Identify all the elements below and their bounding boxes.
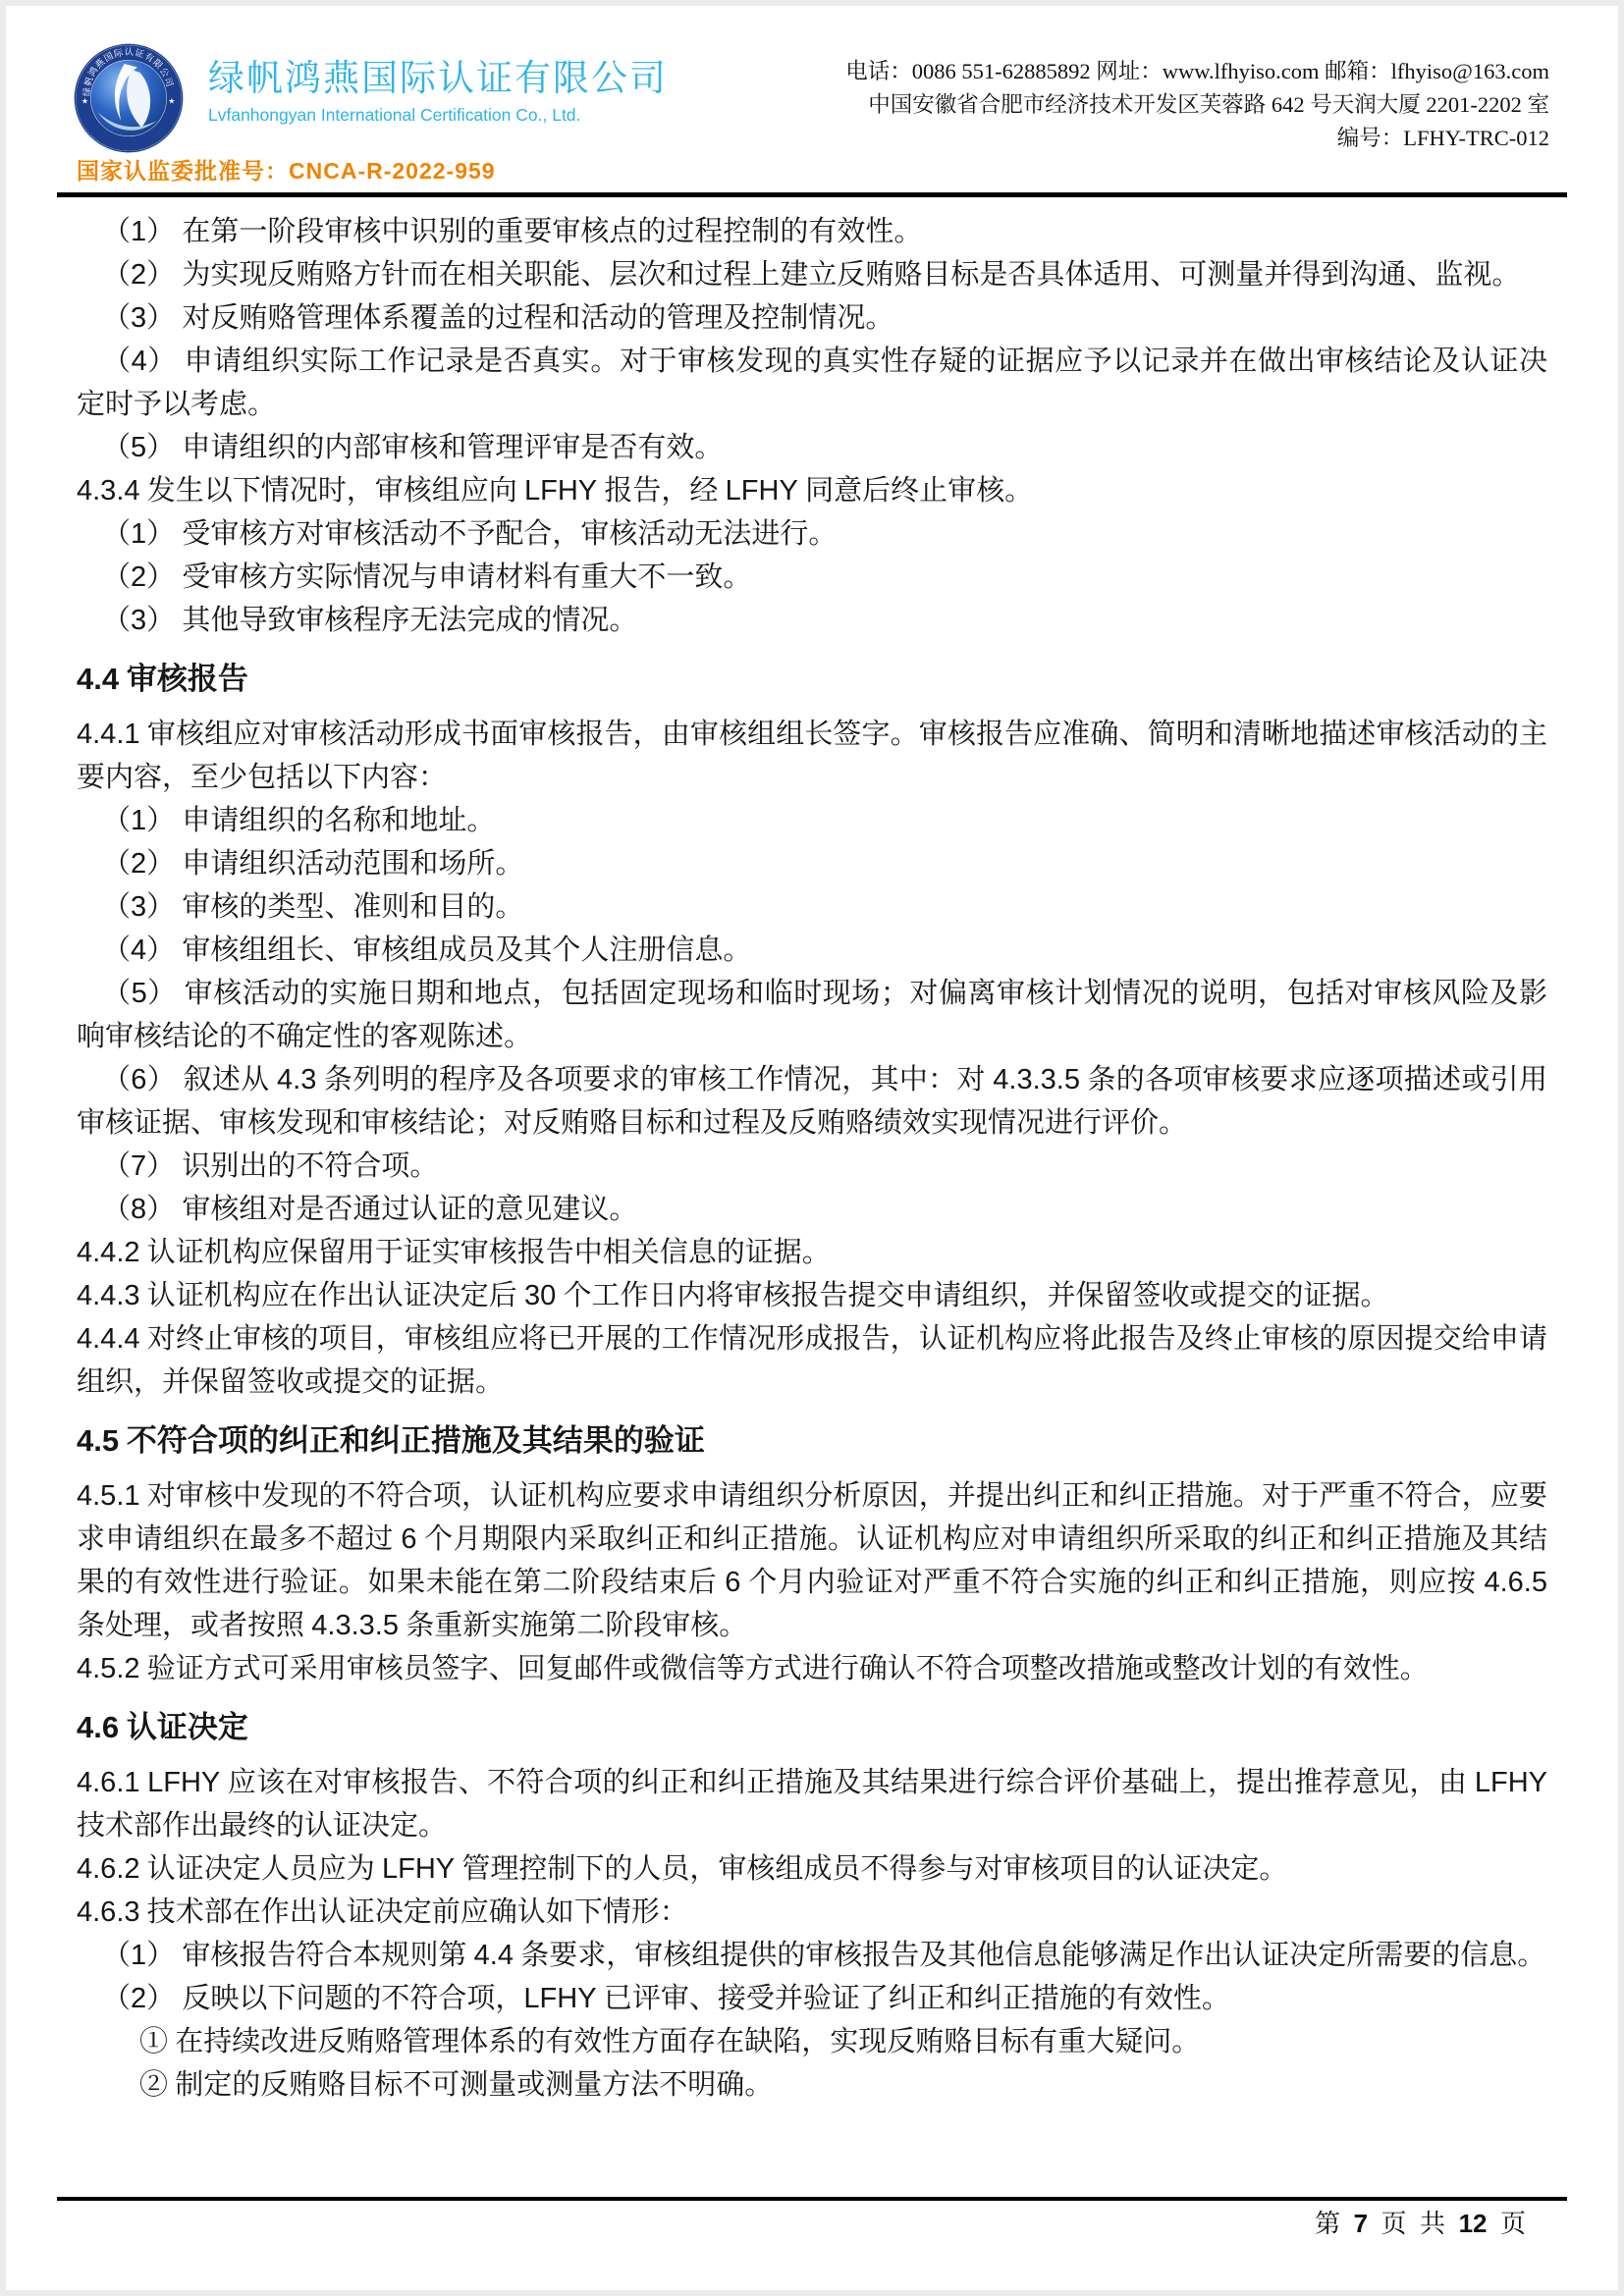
paragraph: 4.4.4 对终止审核的项目，审核组应将已开展的工作情况形成报告，认证机构应将此报告及终止审核的原因提交给申请组织，并保留签收或提交的证据。 bbox=[77, 1323, 1547, 1398]
paragraph: （3） 审核的类型、准则和目的。 bbox=[102, 891, 524, 923]
paragraph: （4） 审核组组长、审核组成员及其个人注册信息。 bbox=[102, 934, 752, 966]
company-logo-icon bbox=[74, 43, 184, 153]
paragraph: 4.4.3 认证机构应在作出认证决定后 30 个工作日内将审核报告提交申请组织，并保留签收或提交的证据。 bbox=[77, 1280, 1389, 1311]
logo-ring-text: 绿帆鸿燕国际认证有限公司 bbox=[81, 46, 176, 97]
paragraph: （3） 其他导致审核程序无法完成的情况。 bbox=[102, 605, 638, 636]
section-heading: 4.5 不符合项的纠正和纠正措施及其结果的验证 bbox=[77, 1423, 705, 1458]
company-name-en: Lvfanhongyan International Certification Co., Ltd. bbox=[208, 105, 581, 125]
paragraph: 4.4.1 审核组应对审核活动形成书面审核报告，由审核组组长签字。审核报告应准确、简明和清晰地描述审核活动的主要内容，至少包括以下内容： bbox=[77, 719, 1547, 793]
paragraph: ② 制定的反贿赂目标不可测量或测量方法不明确。 bbox=[139, 2069, 774, 2101]
footer-divider bbox=[57, 2197, 1567, 2201]
paragraph: （4） 申请组织实际工作记录是否真实。对于审核发现的真实性存疑的证据应予以记录并在做出审核结论及认证决定时予以考虑。 bbox=[77, 346, 1547, 420]
address-line: 中国安徽省合肥市经济技术开发区芙蓉路 642 号天润大厦 2201-2202 室 bbox=[868, 92, 1549, 117]
approval-number-line bbox=[77, 153, 496, 186]
contact-line: 电话：0086 551-62885892 网址：www.lfhyiso.com 邮箱：lfhyiso@163.com bbox=[845, 59, 1549, 83]
paragraph: （2） 受审核方实际情况与申请材料有重大不一致。 bbox=[102, 561, 752, 593]
paragraph: ① 在持续改进反贿赂管理体系的有效性方面存在缺陷，实现反贿赂目标有重大疑问。 bbox=[139, 2026, 1201, 2057]
doc-number-line bbox=[845, 122, 1549, 155]
paragraph: （6） 叙述从 4.3 条列明的程序及各项要求的审核工作情况，其中：对 4.3.3.5 条的各项审核要求应逐项描述或引用审核证据、审核发现和审核结论；对反贿赂目标和过程及反贿赂绩效实现情况进行评价。 bbox=[77, 1064, 1547, 1139]
paragraph: 4.6.1 LFHY 应该在对审核报告、不符合项的纠正和纠正措施及其结果进行综合评价基础上，提出推荐意见，由 LFHY 技术部作出最终的认证决定。 bbox=[77, 1767, 1547, 1842]
page-number: 第 7 页 共 12 页 bbox=[1315, 2209, 1526, 2238]
paragraph: 4.4.2 认证机构应保留用于证实审核报告中相关信息的证据。 bbox=[77, 1237, 831, 1268]
paragraph: 4.3.4 发生以下情况时，审核组应向 LFHY 报告，经 LFHY 同意后终止审核。 bbox=[77, 475, 1034, 507]
doc-number: LFHY-TRC-012 bbox=[1403, 126, 1549, 150]
header-contact-block bbox=[845, 55, 1549, 155]
paragraph: （5） 申请组织的内部审核和管理评审是否有效。 bbox=[102, 432, 724, 463]
section-heading: 4.6 认证决定 bbox=[77, 1710, 248, 1744]
company-name-block bbox=[208, 57, 668, 128]
paragraph: （2） 为实现反贿赂方针而在相关职能、层次和过程上建立反贿赂目标是否具体适用、可测量并得到沟通、监视。 bbox=[102, 259, 1521, 291]
approval-number: CNCA-R-2022-959 bbox=[289, 158, 496, 184]
paragraph: （2） 申请组织活动范围和场所。 bbox=[102, 848, 524, 880]
paragraph: 4.5.2 验证方式可采用审核员签字、回复邮件或微信等方式进行确认不符合项整改措施或整改计划的有效性。 bbox=[77, 1653, 1429, 1684]
logo-star-left: ★ bbox=[81, 96, 88, 106]
paragraph: （8） 审核组对是否通过认证的意见建议。 bbox=[102, 1194, 638, 1225]
paragraph: （1） 在第一阶段审核中识别的重要审核点的过程控制的有效性。 bbox=[102, 216, 923, 247]
approval-label: 国家认监委批准号： bbox=[77, 158, 289, 184]
paragraph: （1） 申请组织的名称和地址。 bbox=[102, 805, 496, 836]
paragraph: 4.5.1 对审核中发现的不符合项，认证机构应要求申请组织分析原因，并提出纠正和纠正措施。对于严重不符合，应要求申请组织在最多不超过 6 个月期限内采取纠正和纠正措施。认证机构应对申请组织所采取的纠正和纠正措施及其结果的有效性进行验证。如果未能在第二阶段结束后 6 个月内验证对严重不符合实施的纠正和纠正措施，则应按 4.6.5 条处理，或者按照 4.3.3.5 条重新实施第二阶段审核。 bbox=[77, 1480, 1547, 1641]
paragraph: 4.6.3 技术部在作出认证决定前应确认如下情形： bbox=[77, 1896, 688, 1928]
paragraph: （5） 审核活动的实施日期和地点，包括固定现场和临时现场；对偏离审核计划情况的说明，包括对审核风险及影响审核结论的不确定性的客观陈述。 bbox=[77, 978, 1547, 1052]
doc-number-label: 编号： bbox=[1336, 126, 1404, 150]
document-body bbox=[77, 210, 1547, 2107]
paragraph: （7） 识别出的不符合项。 bbox=[102, 1150, 439, 1182]
company-name-cn: 绿帆鸿燕国际认证有限公司 bbox=[208, 58, 668, 98]
header-divider bbox=[57, 192, 1567, 197]
paragraph: （1） 审核报告符合本规则第 4.4 条要求，审核组提供的审核报告及其他信息能够满足作出认证决定所需要的信息。 bbox=[102, 1940, 1546, 1971]
logo-star-right: ★ bbox=[168, 96, 176, 106]
paragraph: （1） 受审核方对审核活动不予配合，审核活动无法进行。 bbox=[102, 518, 838, 550]
section-heading: 4.4 审核报告 bbox=[77, 662, 248, 696]
paragraph: （3） 对反贿赂管理体系覆盖的过程和活动的管理及控制情况。 bbox=[102, 302, 894, 334]
paragraph: （2） 反映以下问题的不符合项，LFHY 已评审、接受并验证了纠正和纠正措施的有效性。 bbox=[102, 1983, 1230, 2014]
paragraph: 4.6.2 认证决定人员应为 LFHY 管理控制下的人员，审核组成员不得参与对审核项目的认证决定。 bbox=[77, 1853, 1288, 1885]
